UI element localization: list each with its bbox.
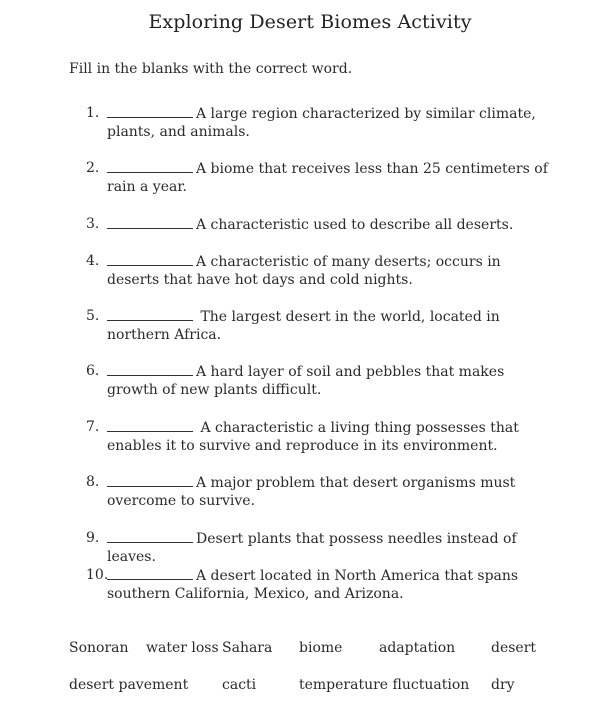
question-number: 10. (86, 567, 109, 583)
question-4 (86, 252, 556, 289)
answer-blank[interactable] (107, 529, 193, 543)
question-text: A large region characterized by similar climate, plants, and animals. (107, 106, 536, 140)
question-text: Desert plants that possess needles instead of leaves. (107, 531, 517, 565)
question-number: 9. (86, 530, 100, 546)
question-text: A major problem that desert organisms must overcome to survive. (107, 475, 516, 509)
word-bank-item: adaptation (379, 640, 456, 656)
page-title: Exploring Desert Biomes Activity (148, 11, 472, 33)
question-number: 5. (86, 308, 100, 324)
question-text: A hard layer of soil and pebbles that makes growth of new plants difficult. (107, 364, 505, 398)
question-10 (86, 566, 556, 603)
question-number: 1. (86, 105, 100, 121)
question-number: 8. (86, 474, 100, 490)
question-8 (86, 473, 556, 510)
word-bank-item: cacti (222, 677, 257, 693)
question-text: A characteristic used to describe all deserts. (196, 217, 514, 233)
word-bank-item: Sahara (222, 640, 273, 656)
word-bank-item: biome (299, 640, 343, 656)
answer-blank[interactable] (107, 307, 193, 321)
answer-blank[interactable] (107, 215, 193, 229)
question-text: The largest desert in the world, located in northern Africa. (107, 309, 500, 343)
question-6 (86, 362, 556, 399)
question-3 (86, 215, 556, 234)
question-text: A desert located in North America that spans southern California, Mexico, and Arizona. (107, 568, 519, 602)
answer-blank[interactable] (107, 159, 193, 173)
instructions: Fill in the blanks with the correct word. (69, 61, 353, 77)
word-bank-item: desert (491, 640, 537, 656)
answer-blank[interactable] (107, 362, 193, 376)
answer-blank[interactable] (107, 104, 193, 118)
word-bank-item: temperature fluctuation (299, 677, 470, 693)
answer-blank[interactable] (107, 418, 193, 432)
question-5 (86, 307, 556, 344)
question-text: A characteristic of many deserts; occurs in deserts that have hot days and cold nights. (107, 254, 501, 288)
question-7 (86, 418, 556, 455)
question-text: A characteristic a living thing possesses that enables it to survive and reproduce in its environment. (107, 420, 519, 454)
answer-blank[interactable] (107, 473, 193, 487)
question-text: A biome that receives less than 25 centimeters of rain a year. (107, 161, 548, 195)
question-1 (86, 104, 556, 141)
question-number: 7. (86, 419, 100, 435)
word-bank-item: dry (491, 677, 515, 693)
answer-blank[interactable] (107, 566, 193, 580)
word-bank-item: desert pavement (69, 677, 189, 693)
answer-blank[interactable] (107, 252, 193, 266)
question-2 (86, 159, 556, 196)
word-bank-item: Sonoran (69, 640, 129, 656)
question-9 (86, 529, 556, 566)
question-number: 2. (86, 160, 100, 176)
question-number: 4. (86, 253, 100, 269)
question-number: 6. (86, 363, 100, 379)
question-number: 3. (86, 216, 100, 232)
word-bank-item: water loss (146, 640, 219, 656)
